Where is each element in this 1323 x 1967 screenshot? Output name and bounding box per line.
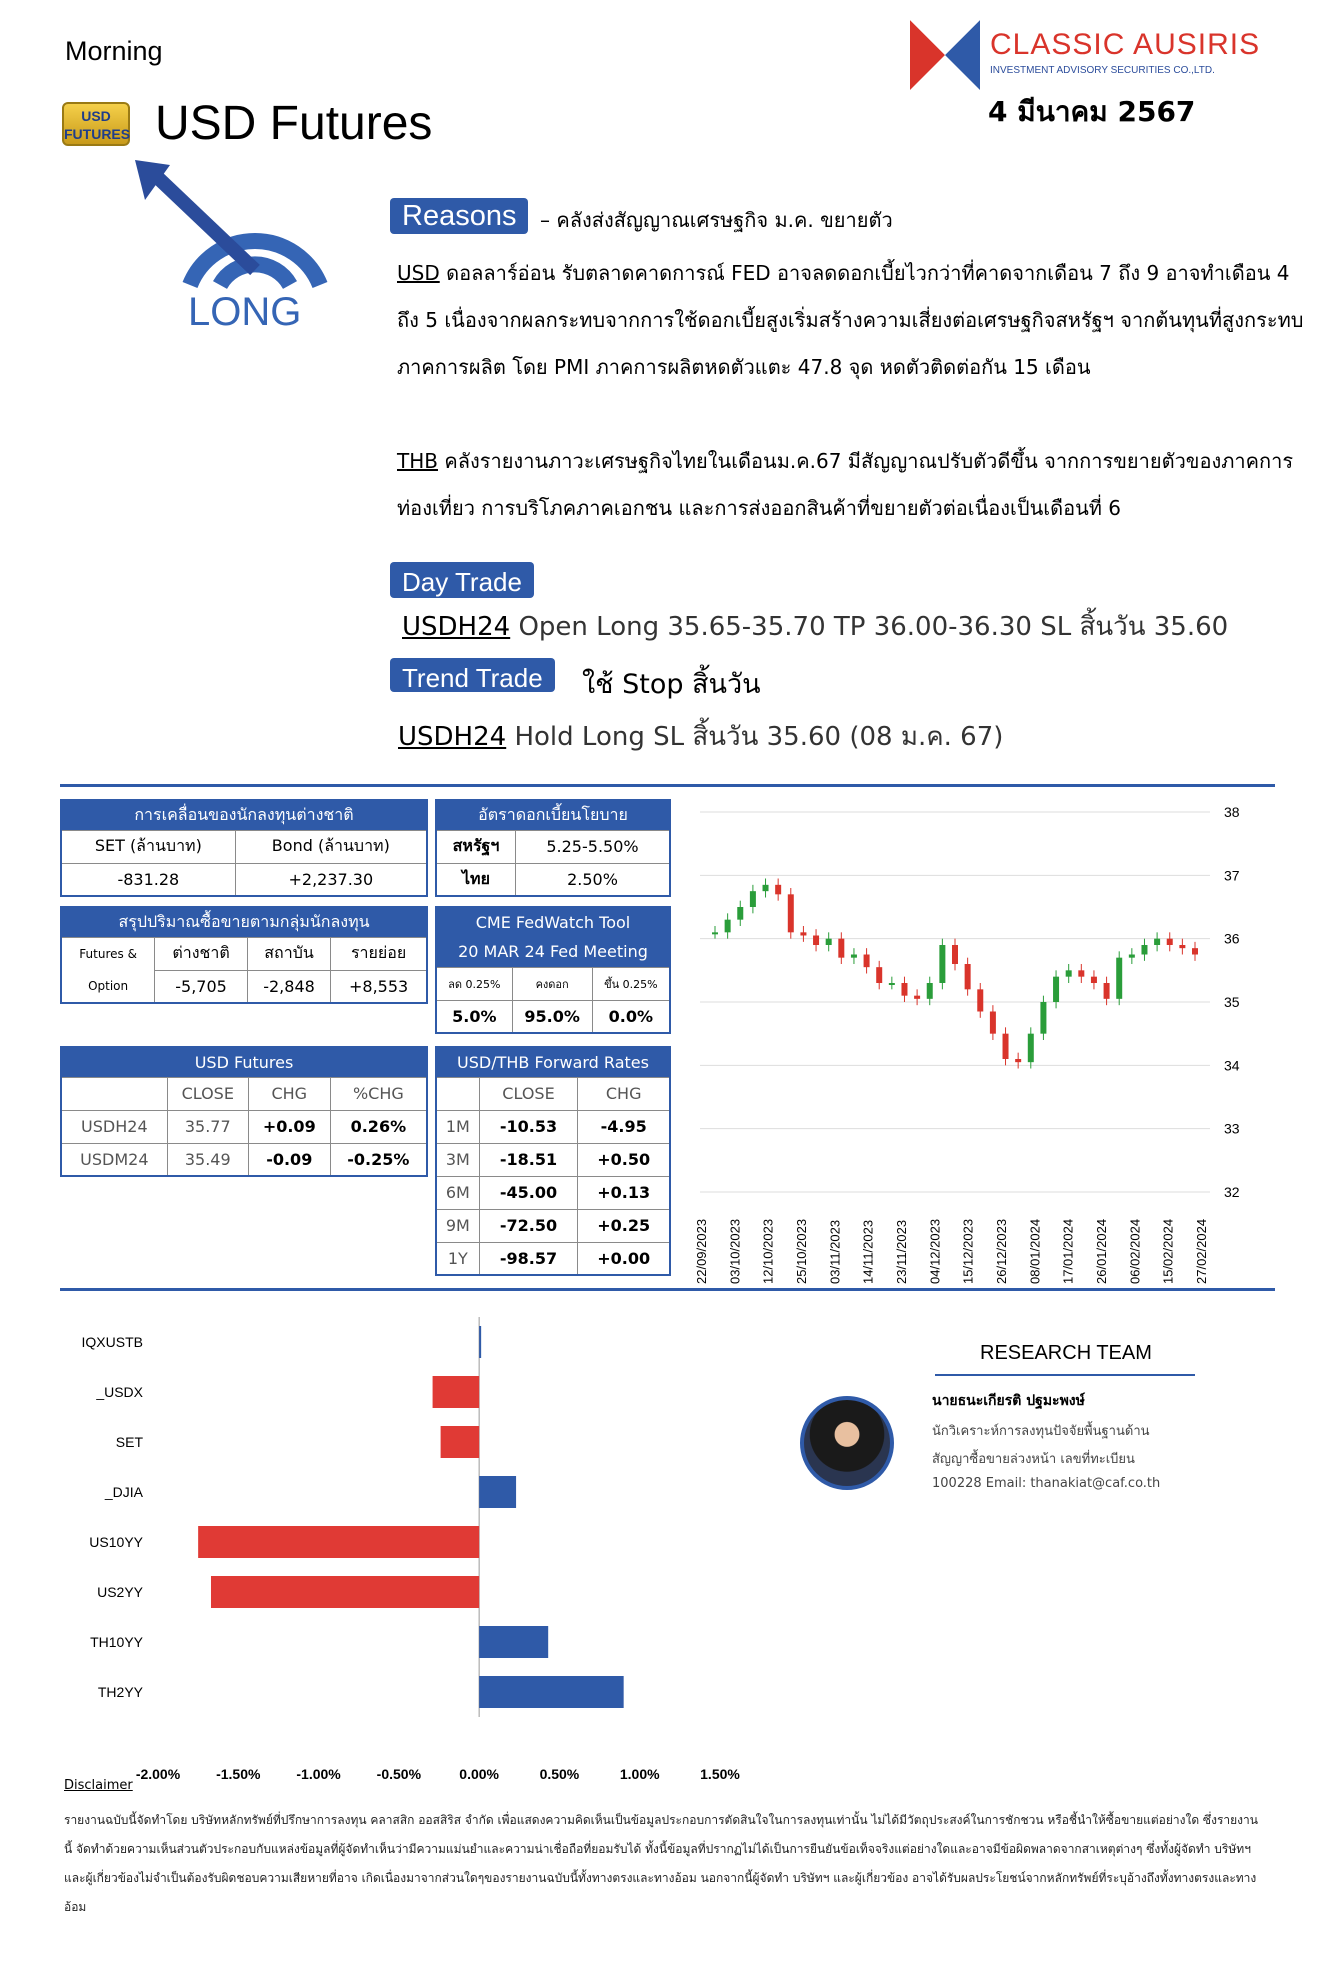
foreign-flow-value: -831.28 [61,863,235,896]
table-row [436,1209,670,1242]
candle-body [1078,970,1084,976]
page-title: USD Futures [155,97,433,150]
investor-summary-table [60,906,428,1004]
usd-futures-title: USD Futures [61,1047,427,1077]
usd-futures-header: CHG [248,1077,330,1110]
forward-close: -72.50 [479,1209,578,1242]
day-trade-line [402,606,1228,647]
fedwatch-meeting: 20 MAR 24 Fed Meeting [436,937,670,967]
candle-body [1015,1059,1021,1062]
policy-rate-value: 5.25-5.50% [515,830,670,863]
fedwatch-title: CME FedWatch Tool [436,907,670,937]
foreign-flow-header: Bond (ล้านบาท) [235,830,427,863]
candle-body [864,955,870,968]
forward-chg: -4.95 [578,1110,670,1143]
candle-body [737,907,743,920]
candle-body [1192,948,1198,954]
usd-futures-header: %CHG [330,1077,427,1110]
trend-trade-symbol: USDH24 [398,722,507,752]
analyst-role: นักวิเคราะห์การลงทุนปัจจัยพื้นฐานด้าน [932,1424,1150,1439]
x-tick-label: 03/10/2023 [727,1218,743,1284]
candle-body [712,932,718,934]
trend-trade-tag: Trend Trade [390,658,555,692]
forward-close: -10.53 [479,1110,578,1143]
x-tick-label: 26/01/2024 [1094,1218,1109,1284]
x-tick-label: 03/11/2023 [827,1219,843,1284]
candle-body [876,967,882,983]
investor-summary-title: สรุปปริมาณซื้อขายตามกลุ่มนักลงทุน [61,907,427,937]
candle-body [800,932,806,935]
fedwatch-header: ขึ้น 0.25% [592,967,670,1000]
x-tick-label: 26/12/2023 [994,1218,1009,1284]
x-tick-label: -2.00% [135,1766,181,1782]
position-label: LONG [188,290,302,334]
category-label: _DJIA [104,1484,143,1500]
fedwatch-table [435,906,671,1034]
x-tick-label: -1.50% [216,1766,261,1782]
classic-ausiris-logo [910,20,980,90]
x-tick-label: 0.00% [459,1766,499,1782]
investor-value: -5,705 [155,970,248,1003]
usd-futures-close: 35.77 [167,1110,248,1143]
candle-body [914,996,920,999]
usd-futures-chg: +0.09 [248,1110,330,1143]
bar [433,1376,480,1408]
fedwatch-value: 5.0% [436,1000,512,1033]
category-label: _USDX [96,1384,143,1400]
usd-futures-close: 35.49 [167,1143,248,1176]
x-tick-label: 12/10/2023 [760,1218,776,1284]
x-tick-label: 08/01/2024 [1027,1218,1043,1284]
forward-rates-title: USD/THB Forward Rates [436,1047,670,1077]
candle-body [1091,977,1097,983]
usd-futures-pctchg: -0.25% [330,1143,427,1176]
usd-futures-symbol: USDH24 [61,1110,167,1143]
policy-rate-country: ไทย [436,863,515,896]
y-tick-label: 33 [1224,1120,1240,1137]
usd-futures-logo: USD FUTURES [62,102,130,146]
category-label: IQXUSTB [81,1334,143,1350]
forward-close: -98.57 [479,1242,578,1275]
forward-chg: +0.50 [578,1143,670,1176]
thb-label: THB [397,449,438,473]
x-tick-label: -0.50% [376,1766,422,1782]
disclaimer-title: Disclaimer [64,1778,133,1793]
bar [479,1676,624,1708]
y-tick-label: 32 [1224,1184,1240,1200]
table-row [436,1242,670,1275]
research-title: RESEARCH TEAM [980,1342,1152,1364]
candle-body [813,936,819,946]
x-tick-label: 1.00% [619,1766,660,1782]
usd-futures-pctchg: 0.26% [330,1110,427,1143]
x-tick-label: 17/01/2024 [1060,1218,1076,1284]
candle-body [1003,1034,1009,1059]
forward-tenor: 1Y [436,1242,479,1275]
investor-header: สถาบัน [247,937,330,970]
candle-body [763,885,769,891]
candle-body [965,964,971,989]
section-divider-2 [60,1288,1275,1291]
policy-rate-value: 2.50% [515,863,670,896]
candle-body [838,939,844,958]
reasons-tag: Reasons [390,198,528,234]
category-label: TH2YY [97,1684,143,1700]
candle-body [775,885,781,895]
candle-body [977,989,983,1011]
candle-body [826,939,832,945]
forward-rates-header: CHG [578,1077,670,1110]
investor-value: +8,553 [331,970,427,1003]
usd-paragraph [397,250,1317,391]
analyst-contact: 100228 Email: thanakiat@caf.co.th [932,1476,1161,1491]
day-trade-tag: Day Trade [390,562,534,598]
candle-body [851,955,857,958]
bar [479,1326,481,1358]
category-label: TH10YY [90,1634,143,1650]
x-tick-label: 27/02/2024 [1194,1218,1209,1284]
disclaimer-text: รายงานฉบับนี้จัดทำโดย บริษัทหลักทรัพย์ที่ปรึกษาการลงทุน คลาสสิก ออสสิริส จำกัด เพื่อแสดงความคิดเห็นเป็นข้อมูลประกอบการตัดสินใจในการลงทุนเท่านั้น ไม่ได้มีวัตถุประสงค์ในการชักชวน หรือชี้นำให้ซื้อขายแต่อย่างใด ซึ่งรายงานนี้ จัดทำด้วยความเห็นส่วนตัวประกอบกับแหล่งข้อมูลที่ผู้จัดทำเห็นว่ามีความแม่นยำและความน่าเชื่อถือที่ยอมรับได้ ทั้งนี้ข้อมูลที่ปรากฏไม่ได้เป็นการยืนยันข้อเท็จจริงแต่อย่างใดและอาจมีข้อผิดพลาดจากสาเหตุต่างๆ ซึ่งทั้งผู้จัดทำ บริษัทฯ และผู้เกี่ยวข้องไม่จำเป็นต้องรับผิดชอบความเสียหายที่อาจ เกิดเนื่องมาจากส่วนใดๆของรายงานฉบับนี้ทั้งทางตรงและทางอ้อม นอกจากนี้ผู้จัดทำ บริษัทฯ และผู้เกี่ยวข้อง อาจได้รับผลประโยชน์จากหลักทรัพย์ที่ระบุอ้างถึงทั้งทางตรงและทางอ้อม [64,1813,1258,1914]
fedwatch-value: 95.0% [512,1000,592,1033]
forward-rates-header [436,1077,479,1110]
candle-body [1104,983,1110,999]
trend-trade-line [398,716,1003,757]
x-tick-label: 15/02/2024 [1160,1218,1176,1284]
candle-body [939,945,945,983]
category-label: US10YY [89,1534,143,1550]
brand-subtitle: INVESTMENT ADVISORY SECURITIES CO.,LTD. [990,65,1215,76]
usd-futures-symbol: USDM24 [61,1143,167,1176]
investor-row-label: Option [61,970,155,1003]
category-label: US2YY [97,1584,143,1600]
forward-close: -45.00 [479,1176,578,1209]
thb-paragraph [397,438,1317,532]
table-row [436,1143,670,1176]
foreign-flow-title: การเคลื่อนของนักลงทุนต่างชาติ [61,800,427,830]
usdthb-price-chart [690,796,1270,1286]
usd-futures-header [61,1077,167,1110]
usd-futures-table [60,1046,428,1177]
candle-body [1116,958,1122,999]
candle-body [1141,945,1147,955]
forward-rates-header: CLOSE [479,1077,578,1110]
investor-header: ต่างชาติ [155,937,248,970]
candle-body [952,945,958,964]
x-tick-label: 0.50% [539,1766,580,1782]
x-tick-label: 14/11/2023 [860,1219,876,1284]
forward-tenor: 1M [436,1110,479,1143]
investor-header: รายย่อย [331,937,427,970]
fedwatch-header: ลด 0.25% [436,967,512,1000]
report-date: 4 มีนาคม 2567 [988,95,1196,128]
policy-rate-country: สหรัฐฯ [436,830,515,863]
session-label: Morning [65,36,163,66]
trend-trade-suffix: ใช้ Stop สิ้นวัน [582,669,761,700]
x-tick-label: 22/09/2023 [694,1218,709,1284]
candle-body [788,894,794,932]
foreign-flow-header: SET (ล้านบาท) [61,830,235,863]
forward-chg: +0.13 [578,1176,670,1209]
usd-futures-chg: -0.09 [248,1143,330,1176]
research-underline [935,1374,1195,1376]
section-divider [60,784,1275,787]
category-label: SET [115,1434,143,1450]
candle-body [1053,977,1059,1002]
brand-name: CLASSIC AUSIRIS [990,28,1261,61]
analyst-name: นายธนะเกียรติ ปฐมะพงษ์ [932,1393,1085,1409]
y-tick-label: 37 [1224,867,1240,884]
investor-value: -2,848 [247,970,330,1003]
investor-row-label: Futures & [61,937,155,970]
candle-body [725,920,731,933]
table-row [436,1176,670,1209]
candle-body [927,983,933,999]
forward-tenor: 6M [436,1176,479,1209]
day-trade-symbol: USDH24 [402,612,511,642]
x-tick-label: 23/11/2023 [894,1219,909,1284]
candle-body [1066,970,1072,976]
x-tick-label: 15/12/2023 [960,1218,976,1284]
forward-tenor: 9M [436,1209,479,1242]
trend-trade-text: Hold Long SL สิ้นวัน 35.60 (08 ม.ค. 67) [506,722,1004,752]
candle-body [750,891,756,907]
bar [198,1526,479,1558]
target-icon [135,160,325,290]
analyst-license: สัญญาซื้อขายล่วงหน้า เลขที่ทะเบียน [932,1452,1135,1467]
table-row [436,1110,670,1143]
usd-futures-header: CLOSE [167,1077,248,1110]
y-tick-label: 34 [1224,1057,1240,1074]
bar [479,1626,548,1658]
foreign-flow-value: +2,237.30 [235,863,427,896]
candle-body [1154,939,1160,945]
thb-text: คลังรายงานภาวะเศรษฐกิจไทยในเดือนม.ค.67 มีสัญญาณปรับตัวดีขึ้น จากการขยายตัวของภาคการท่องเที่ยว การบริโภคภาคเอกชน และการส่งออกสินค้าที่ขยายตัวต่อเนื่องเป็นเดือนที่ 6 [397,449,1294,520]
table-row [61,1143,427,1176]
candle-body [990,1012,996,1034]
forward-chg: +0.25 [578,1209,670,1242]
candle-body [1028,1034,1034,1063]
x-tick-label: 06/02/2024 [1127,1218,1143,1284]
bar [479,1476,516,1508]
day-trade-text: Open Long 35.65-35.70 TP 36.00-36.30 SL สิ้นวัน 35.60 [510,612,1229,642]
fedwatch-value: 0.0% [592,1000,670,1033]
foreign-flow-table [60,799,428,897]
fedwatch-header: คงดอก [512,967,592,1000]
forward-rates-table [435,1046,671,1276]
usd-label: USD [397,261,440,285]
forward-chg: +0.00 [578,1242,670,1275]
policy-rate-table [435,799,671,897]
candle-body [1129,955,1135,958]
bar [211,1576,479,1608]
candle-body [1167,939,1173,945]
policy-rate-title: อัตราดอกเบี้ยนโยบาย [436,800,670,830]
x-tick-label: 25/10/2023 [794,1218,809,1284]
table-row [61,1110,427,1143]
usd-text: ดอลลาร์อ่อน รับตลาดคาดการณ์ FED อาจลดดอกเบี้ยไวกว่าที่คาดจากเดือน 7 ถึง 9 อาจทำเดือน 4 ถึง 5 เนื่องจากผลกระทบจากการใช้ดอกเบี้ยสูงเริ่มสร้างความเสี่ยงต่อเศรษฐกิจสหรัฐฯ จากต้นทุนที่สูงกระทบภาคการผลิต โดย PMI ภาคการผลิตหดตัวแตะ 47.8 จุด หดตัวติดต่อกัน 15 เดือน [397,261,1304,379]
candle-body [889,983,895,985]
x-tick-label: 1.50% [700,1766,740,1782]
x-tick-label: -1.00% [296,1766,341,1782]
candle-body [1040,1002,1046,1034]
forward-tenor: 3M [436,1143,479,1176]
candle-body [1179,945,1185,948]
y-tick-label: 36 [1224,930,1240,947]
reasons-headline: – คลังส่งสัญญาณเศรษฐกิจ ม.ค. ขยายตัว [540,208,893,232]
y-tick-label: 38 [1224,804,1240,820]
candle-body [901,983,907,996]
bar [441,1426,480,1458]
x-tick-label: 04/12/2023 [927,1218,943,1284]
y-tick-label: 35 [1224,994,1240,1010]
market-change-bar-chart [60,1305,760,1782]
forward-close: -18.51 [479,1143,578,1176]
analyst-avatar [800,1396,894,1490]
